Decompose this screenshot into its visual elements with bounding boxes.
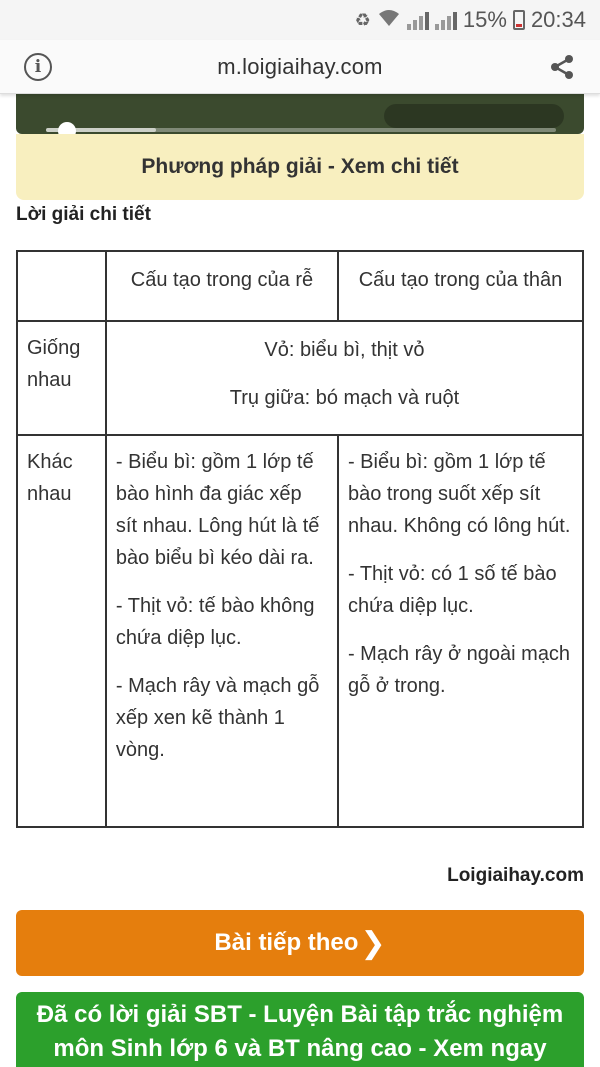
stem-cell <box>338 435 583 827</box>
video-controls <box>384 104 564 128</box>
stem-para: - Thịt vỏ: có 1 số tế bào chứa diệp lục. <box>347 563 557 617</box>
section-title: Lời giải chi tiết <box>16 204 151 225</box>
url-field[interactable]: m.loigiaihay.com <box>217 53 383 79</box>
table-header-row <box>17 251 583 321</box>
video-player[interactable] <box>16 94 584 134</box>
battery-percent: 15% <box>462 7 507 32</box>
same-cell <box>106 321 583 435</box>
wifi-icon <box>377 8 401 33</box>
same-line: Trụ giữa: bó mạch và ruột <box>229 387 460 409</box>
address-bar <box>0 40 600 94</box>
comparison-table <box>16 250 584 828</box>
table-header-cell: Cấu tạo trong của thân <box>338 251 583 321</box>
chevron-right-icon: ❯ <box>360 926 386 960</box>
battery-icon <box>513 10 525 30</box>
table-header-cell: Cấu tạo trong của rễ <box>106 251 338 321</box>
table-header-cell <box>17 251 106 321</box>
clock: 20:34 <box>530 7 586 32</box>
stem-para: - Mạch rây ở ngoài mạch gỗ ở trong. <box>347 643 571 697</box>
signal-2-icon <box>435 10 457 30</box>
signal-icon <box>407 10 429 30</box>
next-lesson-label: Bài tiếp theo <box>214 929 359 956</box>
status-bar <box>0 0 600 40</box>
root-para: - Biểu bì: gồm 1 lớp tế bào hình đa giác xếp sít nhau. Lông hút là tế bào biểu bì kéo dài ra. <box>115 451 320 569</box>
root-para: - Thịt vỏ: tế bào không chứa diệp lục. <box>115 595 315 649</box>
next-lesson-button[interactable] <box>16 910 584 976</box>
same-line: Vỏ: biểu bì, thịt vỏ <box>264 339 425 361</box>
promo-text: Đã có lời giải SBT - Luyện Bài tập trắc nghiệm môn Sinh lớp 6 và BT nâng cao - Xem ngay <box>36 1001 564 1062</box>
stem-para: - Biểu bì: gồm 1 lớp tế bào trong suốt xếp sít nhau. Không có lông hút. <box>347 451 571 537</box>
method-label: Phương pháp giải - Xem chi tiết <box>141 155 459 178</box>
row-label: Khác nhau <box>17 435 106 827</box>
table-row-diff <box>17 435 583 827</box>
data-saver-icon: ♻ <box>354 9 371 30</box>
root-cell <box>106 435 338 827</box>
promo-banner[interactable] <box>16 992 584 1067</box>
share-icon[interactable] <box>548 53 576 81</box>
row-label: Giống nhau <box>17 321 106 435</box>
video-seek-handle[interactable] <box>58 122 76 134</box>
brand-watermark: Loigiaihay.com <box>447 865 584 886</box>
root-para: - Mạch rây và mạch gỗ xếp xen kẽ thành 1 vòng. <box>115 675 320 761</box>
method-expand-button[interactable] <box>16 134 584 200</box>
info-icon[interactable]: i <box>24 53 52 81</box>
table-row-same <box>17 321 583 435</box>
